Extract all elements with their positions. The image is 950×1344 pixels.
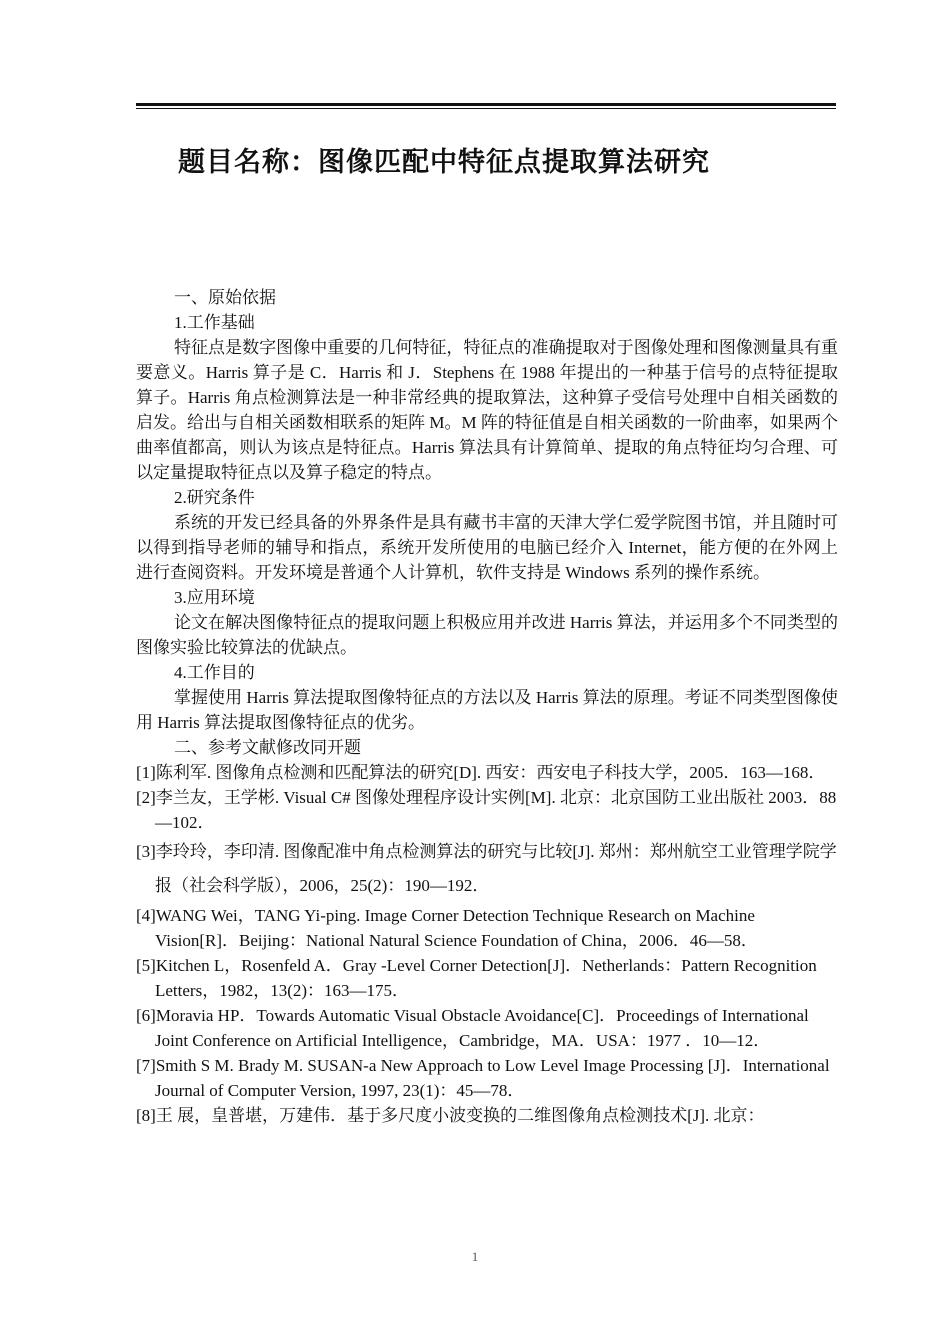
header-rule-thin bbox=[136, 108, 836, 109]
paragraph-application-env: 论文在解决图像特征点的提取问题上积极应用并改进 Harris 算法，并运用多个不同类型的图像实验比较算法的优缺点。 bbox=[136, 613, 838, 657]
reference-item: [7]Smith S M. Brady M. SUSAN-a New Approach to Low Level Image Processing [J]．International Journal of Computer Version, 1997, 23(1)：45—78． bbox=[136, 1056, 830, 1100]
document-body bbox=[136, 285, 838, 1128]
paragraph-work-purpose: 掌握使用 Harris 算法提取图像特征点的方法以及 Harris 算法的原理。考证不同类型图像使用 Harris 算法提取图像特征点的优劣。 bbox=[136, 688, 838, 732]
reference-item: [1]陈利军. 图像角点检测和匹配算法的研究[D]. 西安：西安电子科技大学，2005．163—168． bbox=[136, 763, 826, 782]
paragraph-work-basis: 特征点是数字图像中重要的几何特征，特征点的准确提取对于图像处理和图像测量具有重要意义。Harris 算子是 C．Harris 和 J．Stephens 在 1988 年提出的一种基于信号的点特征提取算子。Harris 角点检测算法是一种非常经典的提取算法，这种算子受信号处理中自相关函数的启发。给出与自相关函数相联系的矩阵 M。M 阵的特征值是自相关函数的一阶曲率，如果两个曲率值都高，则认为该点是特征点。Harris 算法具有计算简单、提取的角点特征均匀合理、可以定量提取特征点以及算子稳定的特点。 bbox=[136, 338, 838, 482]
document-title: 题目名称：图像匹配中特征点提取算法研究 bbox=[178, 147, 710, 178]
reference-item: [8]王 展，皇普堪，万建伟．基于多尺度小波变换的二维图像角点检测技术[J]. 北京： bbox=[136, 1106, 765, 1125]
subheading-work-basis: 1.工作基础 bbox=[174, 313, 255, 332]
page-number: 1 bbox=[471, 1249, 479, 1264]
subheading-research-conditions: 2.研究条件 bbox=[174, 488, 255, 507]
section-heading-basis: 一、原始依据 bbox=[174, 288, 276, 307]
reference-item: [6]Moravia HP．Towards Automatic Visual Obstacle Avoidance[C]．Proceedings of International Joint Conference on Artificial Intelligence，Cambridge，MA．USA：1977 ．10—12． bbox=[136, 1006, 809, 1050]
section-heading-references: 二、参考文献修改同开题 bbox=[174, 738, 361, 757]
reference-item: [2]李兰友，王学彬. Visual C# 图像处理程序设计实例[M]. 北京：北京国防工业出版社 2003．88—102． bbox=[136, 788, 837, 832]
subheading-application-env: 3.应用环境 bbox=[174, 588, 255, 607]
reference-item: [5]Kitchen L，Rosenfeld A．Gray -Level Corner Detection[J]．Netherlands：Pattern Recognition Letters，1982，13(2)：163—175． bbox=[136, 956, 817, 1000]
subheading-work-purpose: 4.工作目的 bbox=[174, 663, 255, 682]
reference-item: [3]李玲玲，李印清. 图像配准中角点检测算法的研究与比较[J]. 郑州：郑州航空工业管理学院学报（社会科学版），2006，25(2)：190—192． bbox=[136, 842, 837, 895]
paragraph-research-conditions: 系统的开发已经具备的外界条件是具有藏书丰富的天津大学仁爱学院图书馆，并且随时可以得到指导老师的辅导和指点，系统开发所使用的电脑已经介入 Internet，能方便的在外网上进行查阅资料。开发环境是普通个人计算机，软件支持是 Windows 系列的操作系统。 bbox=[136, 513, 838, 582]
reference-item: [4]WANG Wei，TANG Yi-ping. Image Corner Detection Technique Research on Machine Vision[R]．Beijing：National Natural Science Foundation of China，2006．46—58． bbox=[136, 906, 758, 950]
header-rule-thick bbox=[136, 103, 836, 106]
